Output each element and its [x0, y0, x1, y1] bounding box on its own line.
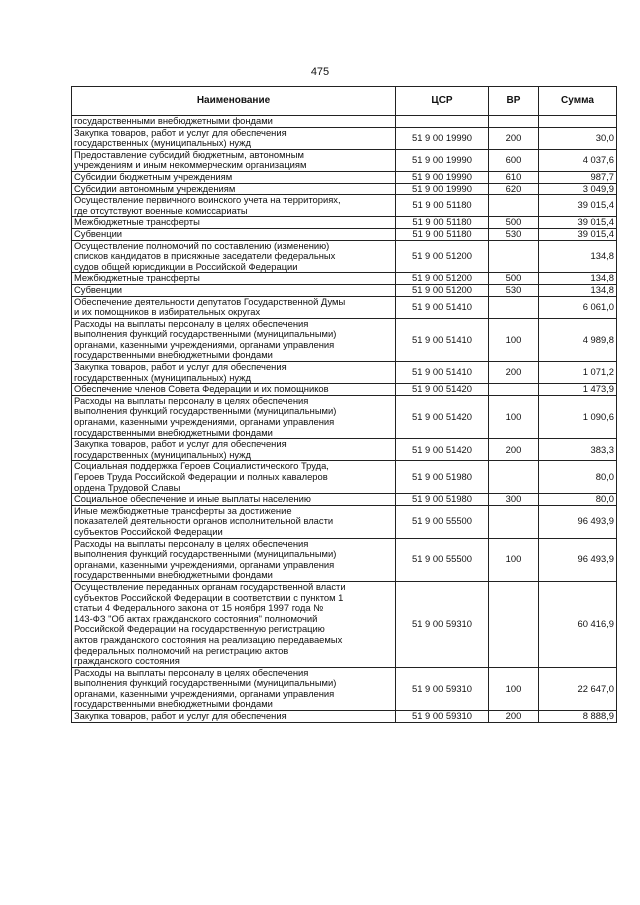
cell-name: Закупка товаров, работ и услуг для обеспечения — [72, 711, 396, 723]
table-row — [72, 362, 617, 384]
cell-csr: 51 9 00 51180 — [396, 217, 489, 229]
cell-sum: 96 493,9 — [539, 538, 617, 581]
cell-name: Осуществление переданных органам государственной власти субъектов Российской Федерации в соответствии с пунктом 1 статьи 4 Федерального закона от 15 ноября 1997 года № 143-ФЗ "Об актах гражданского состояния" полномочий Российской Федерации на государственную регистрацию актов гражданского состояния на реализацию передаваемых федеральных полномочий на регистрацию актов гражданского состояния — [72, 581, 396, 667]
cell-name: Субсидии бюджетным учреждениям — [72, 171, 396, 183]
cell-name: Социальное обеспечение и иные выплаты населению — [72, 494, 396, 506]
table-row — [72, 149, 617, 171]
cell-sum: 1 071,2 — [539, 362, 617, 384]
cell-vr: 500 — [489, 273, 539, 285]
cell-name: Осуществление полномочий по составлению (изменению) списков кандидатов в присяжные заседатели федеральных судов общей юрисдикции в Российской Федерации — [72, 240, 396, 273]
table-row — [72, 494, 617, 506]
table-row — [72, 395, 617, 438]
table-row — [72, 318, 617, 361]
cell-csr: 51 9 00 19990 — [396, 149, 489, 171]
header-csr: ЦСР — [396, 87, 489, 116]
cell-name: Осуществление первичного воинского учета на территориях, где отсутствуют военные комиссариаты — [72, 195, 396, 217]
table-row — [72, 127, 617, 149]
cell-csr: 51 9 00 19990 — [396, 183, 489, 195]
table-row — [72, 228, 617, 240]
cell-vr: 530 — [489, 284, 539, 296]
cell-name: Социальная поддержка Героев Социалистического Труда, Героев Труда Российской Федерации и полных кавалеров ордена Трудовой Славы — [72, 461, 396, 494]
cell-name: Расходы на выплаты персоналу в целях обеспечения выполнения функций государственными (муниципальными) органами, казенными учреждениями, органами управления государственными внебюджетными фондами — [72, 395, 396, 438]
cell-vr: 500 — [489, 217, 539, 229]
cell-sum: 383,3 — [539, 439, 617, 461]
table-header-row — [72, 87, 617, 116]
cell-name: Субвенции — [72, 228, 396, 240]
cell-csr — [396, 116, 489, 128]
table-row — [72, 217, 617, 229]
cell-sum: 30,0 — [539, 127, 617, 149]
cell-sum: 39 015,4 — [539, 195, 617, 217]
cell-csr: 51 9 00 59310 — [396, 711, 489, 723]
cell-vr — [489, 240, 539, 273]
cell-vr: 600 — [489, 149, 539, 171]
cell-sum: 6 061,0 — [539, 296, 617, 318]
table-row — [72, 284, 617, 296]
cell-vr: 100 — [489, 538, 539, 581]
cell-name: Иные межбюджетные трансферты за достижение показателей деятельности органов исполнительной власти субъектов Российской Федерации — [72, 505, 396, 538]
cell-sum: 39 015,4 — [539, 228, 617, 240]
table-row — [72, 183, 617, 195]
cell-vr — [489, 296, 539, 318]
cell-sum: 4 037,6 — [539, 149, 617, 171]
table-row — [72, 273, 617, 285]
cell-csr: 51 9 00 51420 — [396, 439, 489, 461]
cell-name: Межбюджетные трансферты — [72, 273, 396, 285]
cell-name: Субсидии автономным учреждениям — [72, 183, 396, 195]
cell-sum: 134,8 — [539, 240, 617, 273]
cell-sum: 3 049,9 — [539, 183, 617, 195]
cell-vr: 620 — [489, 183, 539, 195]
cell-vr: 200 — [489, 439, 539, 461]
cell-vr — [489, 461, 539, 494]
cell-csr: 51 9 00 51200 — [396, 273, 489, 285]
cell-name: Расходы на выплаты персоналу в целях обеспечения выполнения функций государственными (муниципальными) органами, казенными учреждениями, органами управления государственными внебюджетными фондами — [72, 318, 396, 361]
cell-sum: 134,8 — [539, 284, 617, 296]
cell-csr: 51 9 00 51980 — [396, 461, 489, 494]
table-row — [72, 116, 617, 128]
cell-csr: 51 9 00 51200 — [396, 240, 489, 273]
cell-name: государственными внебюджетными фондами — [72, 116, 396, 128]
cell-csr: 51 9 00 51200 — [396, 284, 489, 296]
cell-name: Расходы на выплаты персоналу в целях обеспечения выполнения функций государственными (муниципальными) органами, казенными учреждениями, органами управления государственными внебюджетными фондами — [72, 538, 396, 581]
cell-vr: 100 — [489, 395, 539, 438]
table-row — [72, 171, 617, 183]
cell-sum: 4 989,8 — [539, 318, 617, 361]
table-row — [72, 711, 617, 723]
cell-name: Предоставление субсидий бюджетным, автономным учреждениям и иным некоммерческим организациям — [72, 149, 396, 171]
cell-vr: 100 — [489, 318, 539, 361]
cell-vr: 200 — [489, 711, 539, 723]
cell-vr: 100 — [489, 667, 539, 710]
cell-sum: 1 090,6 — [539, 395, 617, 438]
cell-csr: 51 9 00 51410 — [396, 362, 489, 384]
cell-csr: 51 9 00 55500 — [396, 505, 489, 538]
cell-sum: 39 015,4 — [539, 217, 617, 229]
cell-vr — [489, 505, 539, 538]
cell-vr: 200 — [489, 127, 539, 149]
cell-name: Обеспечение членов Совета Федерации и их помощников — [72, 384, 396, 396]
cell-csr: 51 9 00 51980 — [396, 494, 489, 506]
cell-csr: 51 9 00 51180 — [396, 195, 489, 217]
cell-name: Закупка товаров, работ и услуг для обеспечения государственных (муниципальных) нужд — [72, 362, 396, 384]
cell-vr: 200 — [489, 362, 539, 384]
header-name: Наименование — [72, 87, 396, 116]
cell-sum: 987,7 — [539, 171, 617, 183]
cell-name: Субвенции — [72, 284, 396, 296]
cell-csr: 51 9 00 59310 — [396, 667, 489, 710]
table-row — [72, 296, 617, 318]
cell-vr — [489, 116, 539, 128]
cell-csr: 51 9 00 55500 — [396, 538, 489, 581]
table-row — [72, 240, 617, 273]
cell-sum: 8 888,9 — [539, 711, 617, 723]
cell-vr — [489, 195, 539, 217]
cell-csr: 51 9 00 19990 — [396, 127, 489, 149]
cell-name: Межбюджетные трансферты — [72, 217, 396, 229]
budget-table — [71, 86, 617, 723]
table-row — [72, 667, 617, 710]
table-row — [72, 439, 617, 461]
cell-vr: 530 — [489, 228, 539, 240]
cell-name: Закупка товаров, работ и услуг для обеспечения государственных (муниципальных) нужд — [72, 127, 396, 149]
cell-sum: 80,0 — [539, 461, 617, 494]
cell-sum: 80,0 — [539, 494, 617, 506]
table-row — [72, 505, 617, 538]
table-row — [72, 384, 617, 396]
cell-sum — [539, 116, 617, 128]
cell-vr — [489, 581, 539, 667]
cell-vr: 300 — [489, 494, 539, 506]
cell-name: Закупка товаров, работ и услуг для обеспечения государственных (муниципальных) нужд — [72, 439, 396, 461]
table-row — [72, 461, 617, 494]
table-body — [72, 116, 617, 723]
cell-csr: 51 9 00 51180 — [396, 228, 489, 240]
cell-csr: 51 9 00 19990 — [396, 171, 489, 183]
cell-csr: 51 9 00 59310 — [396, 581, 489, 667]
cell-vr — [489, 384, 539, 396]
cell-sum: 22 647,0 — [539, 667, 617, 710]
cell-vr: 610 — [489, 171, 539, 183]
cell-sum: 60 416,9 — [539, 581, 617, 667]
table-row — [72, 581, 617, 667]
cell-name: Обеспечение деятельности депутатов Государственной Думы и их помощников в избирательных округах — [72, 296, 396, 318]
cell-sum: 134,8 — [539, 273, 617, 285]
cell-name: Расходы на выплаты персоналу в целях обеспечения выполнения функций государственными (муниципальными) органами, казенными учреждениями, органами управления государственными внебюджетными фондами — [72, 667, 396, 710]
table-row — [72, 195, 617, 217]
table-row — [72, 538, 617, 581]
cell-csr: 51 9 00 51410 — [396, 318, 489, 361]
cell-csr: 51 9 00 51420 — [396, 384, 489, 396]
cell-sum: 96 493,9 — [539, 505, 617, 538]
cell-csr: 51 9 00 51410 — [396, 296, 489, 318]
header-vr: ВР — [489, 87, 539, 116]
cell-sum: 1 473,9 — [539, 384, 617, 396]
cell-csr: 51 9 00 51420 — [396, 395, 489, 438]
page-number: 475 — [310, 66, 330, 78]
header-sum: Сумма — [539, 87, 617, 116]
